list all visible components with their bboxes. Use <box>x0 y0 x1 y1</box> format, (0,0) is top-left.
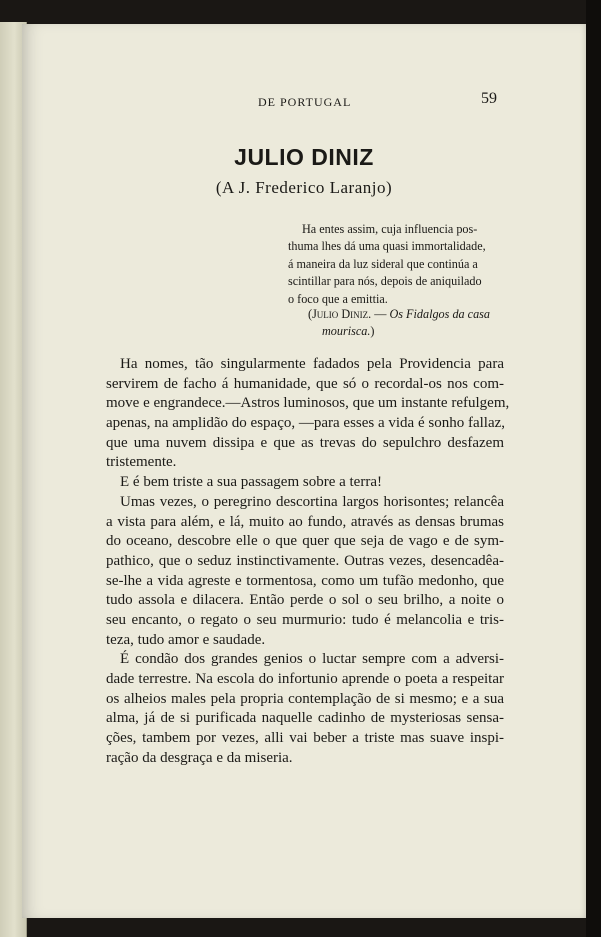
body-line: É condão dos grandes genios o luctar sempre com a adversi- <box>120 651 504 668</box>
attribution-work: Os Fidalgos da casa <box>389 307 491 321</box>
body-line: que uma nuvem dissipa e que as trevas do sepulchro desfazem <box>106 434 504 451</box>
attribution-dash: — <box>371 307 390 321</box>
body-line: os alheios males pela propria contemplação de si mesmo; e a sua <box>106 690 504 707</box>
epigraph-line: á maneira da luz sideral que continúa a <box>288 256 478 271</box>
epigraph <box>288 221 502 308</box>
body-line: seu encanto, o regato o seu murmurio: tudo é melancolia e tris- <box>106 611 504 628</box>
chapter-title: JULIO DINIZ <box>234 144 374 170</box>
epigraph-line: Ha entes assim, cuja influencia pos- <box>302 222 478 236</box>
body-line: move e engrandece.—Astros luminosos, que um instante refulgem, <box>106 395 510 412</box>
body-line: Ha nomes, tão singularmente fadados pela Providencia para <box>120 356 504 372</box>
body-line: servirem de facho á humanidade, que só o recordal-os nos com- <box>106 375 504 392</box>
epigraph-line: scintillar para nós, depois de aniquilado <box>288 274 482 289</box>
body-line: a vista para além, e lá, muito ao fundo, através as densas brumas <box>106 513 504 530</box>
running-head: DE PORTUGAL <box>258 95 352 109</box>
attribution-open: ( <box>308 307 313 321</box>
body-line: se-lhe a vida agreste e tormentosa, como um tufão medonho, que <box>106 572 504 589</box>
body-line: tudo assola e dilacera. Então perde o sol o seu brilho, a noite o <box>106 592 504 609</box>
body-line: ração da desgraça e da miseria. <box>106 749 293 766</box>
body-line: tristemente. <box>106 454 177 471</box>
body-line: teza, tudo amor e saudade. <box>106 631 266 648</box>
body-line: alma, já de si purificada naquelle cadinho de mysteriosas sensa- <box>106 710 504 727</box>
book-page <box>22 24 586 918</box>
body-line: ções, tambem por vezes, alli vai beber a triste mas suave inspi- <box>106 730 504 747</box>
chapter-subtitle: (A J. Frederico Laranjo) <box>215 178 393 197</box>
attribution-close: ) <box>370 324 375 338</box>
body-line: Umas vezes, o peregrino descortina largos horisontes; relancêa <box>120 493 504 510</box>
book-edge-shadow <box>586 0 601 937</box>
epigraph-line: thuma lhes dá uma quasi immortalidade, <box>288 239 486 254</box>
body-line: pathico, que o seduz instinctivamente. Outras vezes, desencadêa- <box>106 552 504 569</box>
body-line: E é bem triste a sua passagem sobre a terra! <box>120 474 382 491</box>
attribution-work-cont: mourisca. <box>322 324 371 338</box>
epigraph-line: o foco que a emittia. <box>288 291 388 306</box>
attribution-author: Julio Diniz. <box>312 307 372 321</box>
epigraph-attribution <box>308 306 508 340</box>
body-text <box>106 355 510 768</box>
body-line: do oceano, descobre elle o que quer que seja de vago e de sym- <box>106 533 504 550</box>
body-line: dade terrestre. Na escola do infortunio aprende o poeta a respeitar <box>106 671 504 687</box>
body-line: apenas, na amplidão do espaço, —para esses a vida é sonho fallaz, <box>106 415 506 432</box>
page-number: 59 <box>481 90 497 107</box>
